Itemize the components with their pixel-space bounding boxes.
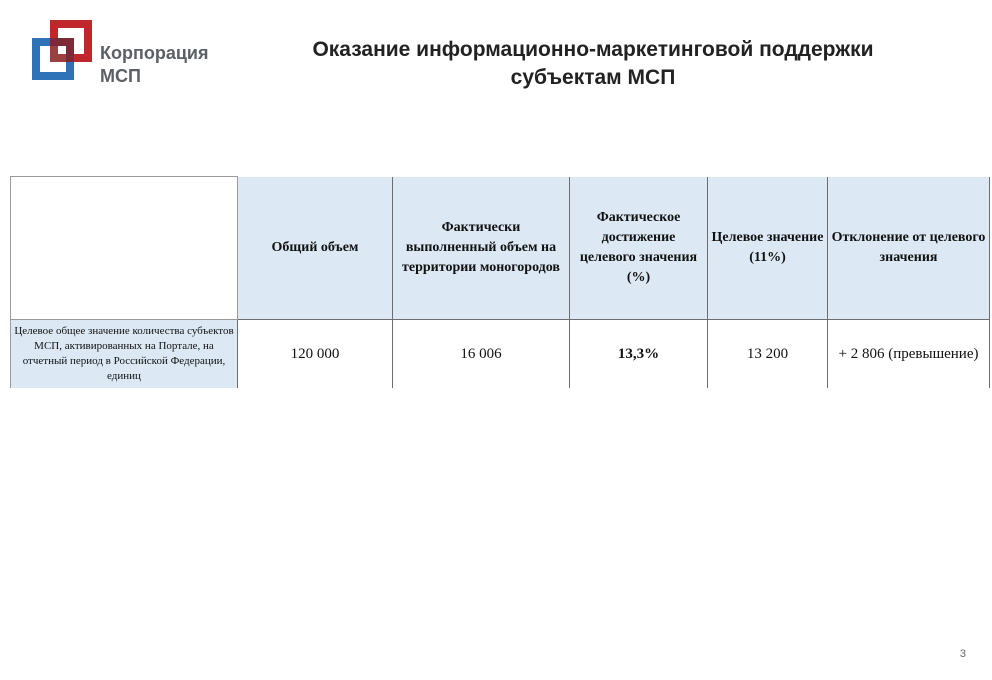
value-target: 13 200 <box>708 320 828 389</box>
value-total-volume: 120 000 <box>238 320 393 389</box>
corporation-msp-logo-icon <box>28 18 94 84</box>
row-label: Целевое общее значение количества субъектов МСП, активированных на Портале, на отчетный период в Российской Федерации, единиц <box>11 320 238 389</box>
title-line-2: субъектам МСП <box>510 66 676 89</box>
logo-text <box>100 42 208 88</box>
value-actual-volume: 16 006 <box>393 320 570 389</box>
header-target-value: Целевое значение (11%) <box>708 177 828 320</box>
header-row <box>11 177 990 320</box>
value-actual-achievement: 13,3% <box>570 320 708 389</box>
header-actual-volume: Фактически выполненный объем на территории моногородов <box>393 177 570 320</box>
page-title <box>248 36 938 92</box>
data-table <box>10 176 990 388</box>
value-deviation: + 2 806 (превышение) <box>828 320 990 389</box>
table-row <box>11 320 990 389</box>
page-number: 3 <box>959 648 966 660</box>
title-line-1: Оказание информационно-маркетинговой поддержки <box>312 38 874 61</box>
logo-line-1: Корпорация <box>100 43 209 63</box>
logo-line-2: МСП <box>100 66 141 86</box>
logo <box>28 18 228 86</box>
header-total-volume: Общий объем <box>238 177 393 320</box>
empty-corner-cell <box>11 177 238 320</box>
header-deviation: Отклонение от целевого значения <box>828 177 990 320</box>
header-actual-achievement: Фактическое достижение целевого значения (%) <box>570 177 708 320</box>
